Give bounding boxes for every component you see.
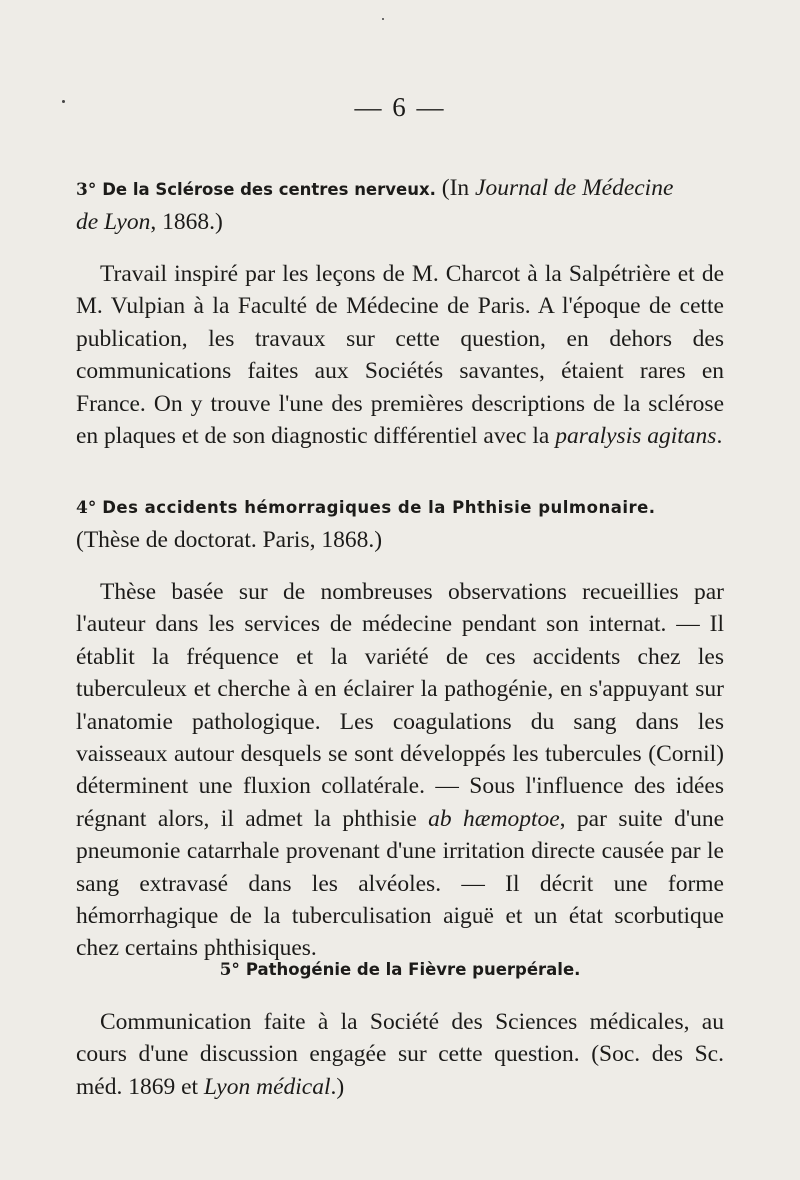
section-reference-prefix: (In <box>441 175 476 201</box>
section-heading <box>76 172 724 238</box>
section-3 <box>76 172 724 452</box>
page-number: — 6 — <box>354 92 446 122</box>
section-body <box>76 1006 724 1103</box>
section-body-end: , par suite d'une pneumonie catarrhale provenant d'une irritation directe causée par le sang extravasé dans les alvéoles. — Il décrit une forme hémorrhagique de la tuberculisation aiguë et un état scorbutique chez certains phthisiques. <box>76 805 724 962</box>
section-reference-continuation <box>76 206 724 238</box>
section-body-italic: ab hæmoptoe <box>428 805 560 832</box>
section-reference-journal-cont: de Lyon <box>76 209 151 235</box>
section-title: Des accidents hémorragiques de la Phthisie pulmonaire. <box>102 498 656 517</box>
section-body <box>76 258 724 452</box>
section-body-italic: paralysis agitans <box>555 423 717 450</box>
section-title: De la Sclérose des centres nerveux. <box>102 180 436 199</box>
section-4 <box>76 490 724 965</box>
section-number: 3° <box>76 180 97 200</box>
paper-speck <box>382 18 384 20</box>
section-body-text: Communication faite à la Société des Sciences médicales, au cours d'une discussion engagée sur cette question. (Soc. des Sc. méd. 1869 et <box>76 1009 724 1100</box>
section-number: 4° <box>76 498 97 518</box>
section-title: Pathogénie de la Fièvre puerpérale. <box>245 960 581 979</box>
section-body-italic: Lyon médical <box>203 1073 331 1100</box>
paper-speck <box>62 100 65 103</box>
section-reference-year: , 1868.) <box>150 209 223 235</box>
section-body-end: . <box>716 423 723 450</box>
section-reference: (Thèse de doctorat. Paris, 1868.) <box>76 527 383 553</box>
section-body-text: Thèse basée sur de nombreuses observations recueillies par l'auteur dans les services de médecine pendant son internat. — Il établit la fréquence et la variété de ces accidents chez les tuberculeux et cherche à en éclairer la pathogénie, en s'appuyant sur l'anatomie pathologique. Les coagulations du sang dans les vaisseaux autour desquels se sont développés les tubercules (Cornil) déterminent une fluxion collatérale. — Sous l'influence des idées régnant alors, il admet la phthisie <box>76 579 724 832</box>
section-reference-journal: Journal de Médecine <box>475 175 674 201</box>
section-heading <box>76 490 724 556</box>
section-5 <box>76 952 724 1103</box>
section-body-end: .) <box>330 1073 345 1100</box>
section-heading <box>76 952 724 986</box>
section-number: 5° <box>219 960 240 980</box>
section-body-text: Travail inspiré par les leçons de M. Charcot à la Salpétrière et de M. Vulpian à la Faculté de Médecine de Paris. A l'époque de cette publication, les travaux sur cette question, en dehors des communications faites aux Sociétés savantes, étaient rares en France. On y trouve l'une des premières descriptions de la sclérose en plaques et de son diagnostic différentiel avec la <box>76 261 724 450</box>
section-body <box>76 576 724 965</box>
